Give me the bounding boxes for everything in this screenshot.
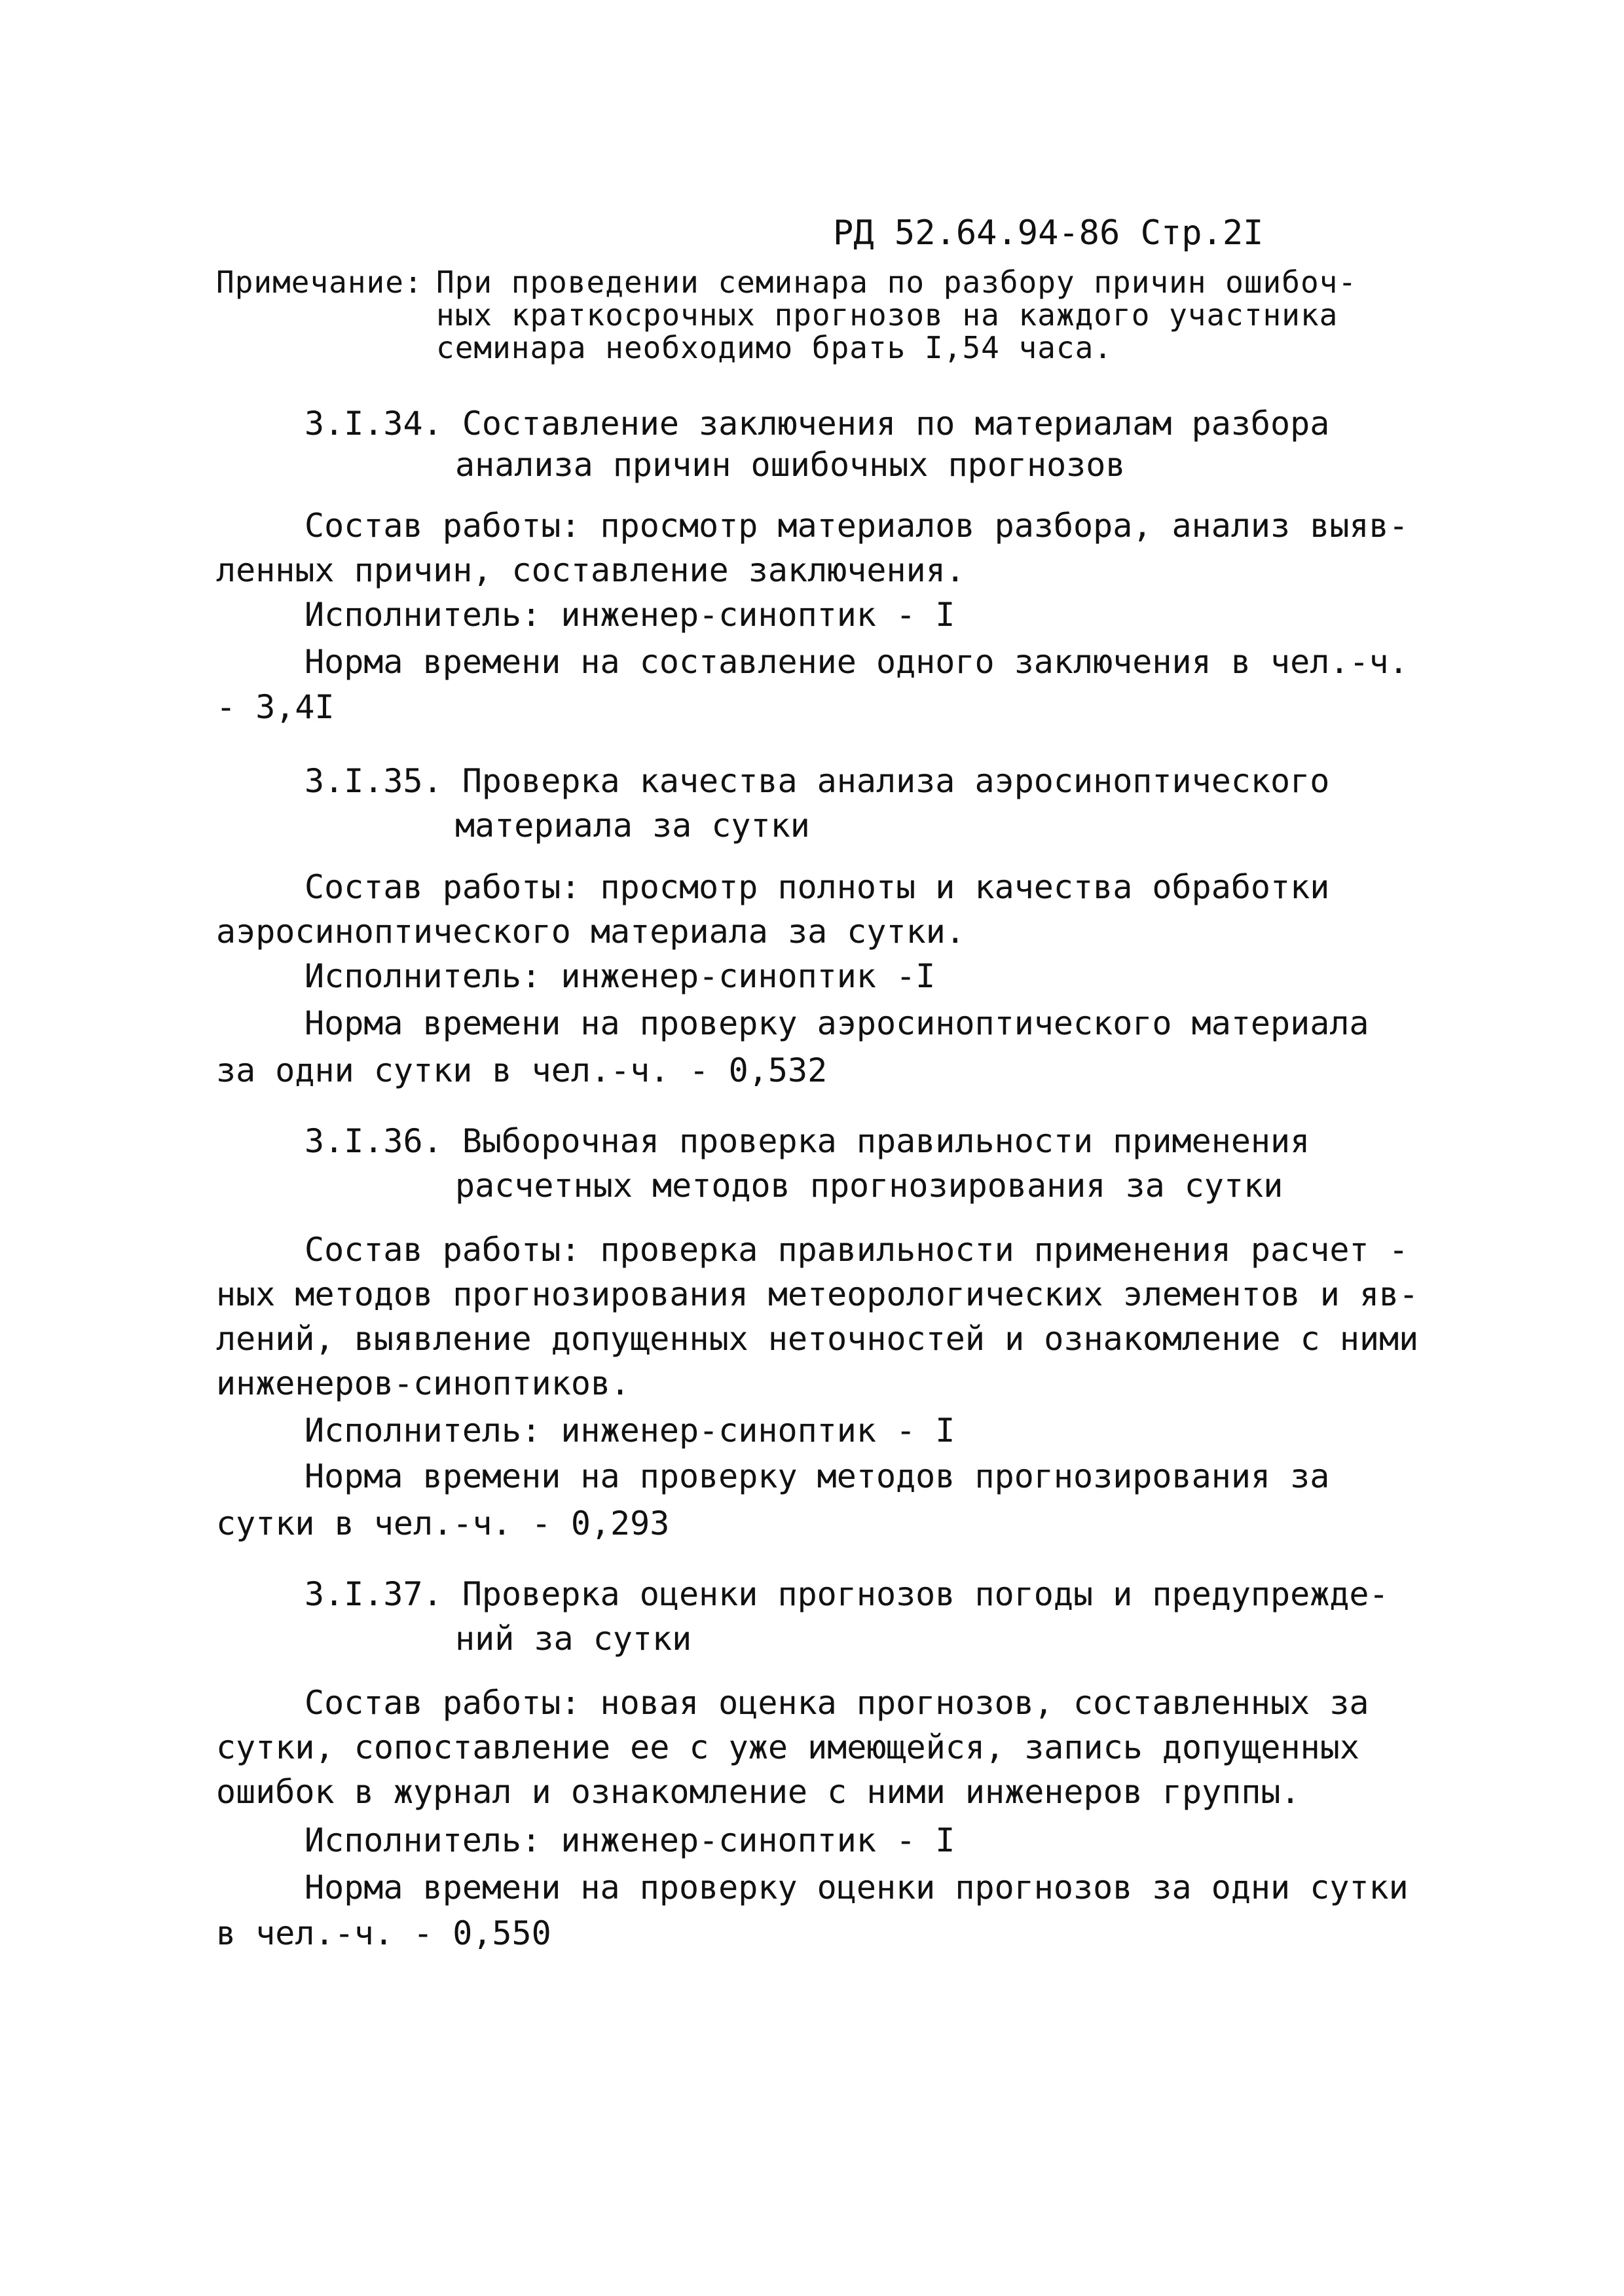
section-title: 3.I.34. Составление заключения по материалам разбора xyxy=(304,405,1330,443)
section-title-cont: материала за сутки xyxy=(455,807,810,845)
work-composition-cont: инженеров-синоптиков. xyxy=(216,1364,631,1402)
time-norm-cont: за одни сутки в чел.-ч. - 0,532 xyxy=(216,1051,828,1089)
section-title: 3.I.35. Проверка качества анализа аэросиноптического xyxy=(304,762,1330,800)
work-composition-cont: лений, выявление допущенных неточностей и ознакомление с ними xyxy=(216,1320,1419,1358)
time-norm-cont: сутки в чел.-ч. - 0,293 xyxy=(216,1504,670,1542)
time-norm: Норма времени на проверку аэросиноптического материала xyxy=(304,1004,1369,1042)
note-line-1: При проведении семинара по разбору причин ошибоч- xyxy=(436,264,1357,300)
section-title-cont: ний за сутки xyxy=(455,1620,692,1658)
time-norm-cont: в чел.-ч. - 0,550 xyxy=(216,1914,551,1952)
executor: Исполнитель: инженер-синоптик - I xyxy=(304,1412,955,1449)
section-title: 3.I.36. Выборочная проверка правильности применения xyxy=(304,1122,1310,1160)
work-composition: Состав работы: новая оценка прогнозов, составленных за xyxy=(304,1684,1369,1722)
time-norm-cont: - 3,4I xyxy=(216,688,335,726)
work-composition-cont: ошибок в журнал и ознакомление с ними инженеров группы. xyxy=(216,1773,1301,1811)
work-composition: Состав работы: просмотр полноты и качества обработки xyxy=(304,868,1330,906)
work-composition-cont: ных методов прогнозирования метеорологических элементов и яв- xyxy=(216,1275,1419,1313)
time-norm: Норма времени на составление одного заключения в чел.-ч. xyxy=(304,643,1409,681)
section-title-cont: расчетных методов прогнозирования за сутки xyxy=(455,1167,1283,1205)
section-title-cont: анализа причин ошибочных прогнозов xyxy=(455,446,1126,484)
executor: Исполнитель: инженер-синоптик -I xyxy=(304,957,936,995)
note-label: Примечание: xyxy=(216,264,423,300)
time-norm: Норма времени на проверку методов прогнозирования за xyxy=(304,1457,1330,1495)
time-norm: Норма времени на проверку оценки прогнозов за одни сутки xyxy=(304,1868,1409,1906)
work-composition-cont: сутки, сопоставление ее с уже имеющейся, запись допущенных xyxy=(216,1728,1359,1766)
page-header: РД 52.64.94-86 Стр.2I xyxy=(833,213,1264,253)
note-line-2: ных краткосрочных прогнозов на каждого участника xyxy=(436,297,1338,333)
executor: Исполнитель: инженер-синоптик - I xyxy=(304,1821,955,1859)
section-title: 3.I.37. Проверка оценки прогнозов погоды и предупрежде- xyxy=(304,1575,1389,1613)
work-composition: Состав работы: просмотр материалов разбора, анализ выяв- xyxy=(304,507,1409,545)
note-line-3: семинара необходимо брать I,54 часа. xyxy=(436,330,1113,365)
work-composition: Состав работы: проверка правильности применения расчет - xyxy=(304,1231,1409,1269)
work-composition-cont: аэросиноптического материала за сутки. xyxy=(216,913,965,951)
work-composition-cont: ленных причин, составление заключения. xyxy=(216,551,965,589)
executor: Исполнитель: инженер-синоптик - I xyxy=(304,596,955,634)
